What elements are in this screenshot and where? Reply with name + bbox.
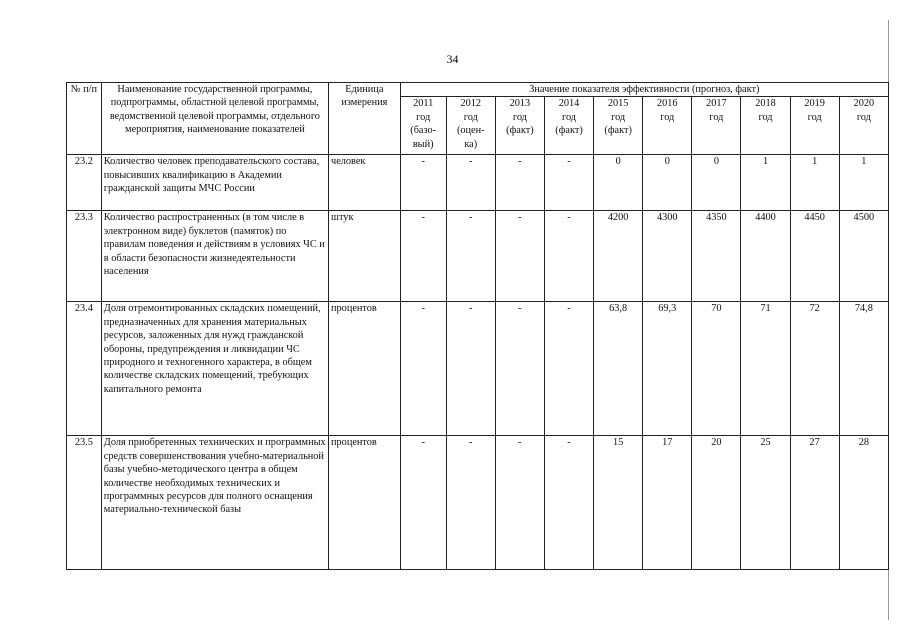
value-2014: - [544,211,593,302]
year-header-2013 [495,97,544,155]
year-label: 2011 [413,98,434,110]
value-2012: - [446,211,495,302]
year-header-2016 [643,97,692,155]
value-2019: 4450 [790,211,839,302]
row-number: 23.3 [67,211,102,302]
value-2020: 74,8 [839,302,888,436]
row-number: 23.2 [67,155,102,211]
value-2020: 28 [839,436,888,570]
year-header-2018 [741,97,790,155]
indicator-name: Доля отремонтированных складских помещений, предназначенных для хранения материальных ресурсов, заложенных для нужд гражданской обороны, предупреждения и ликвидации ЧС природного и техногенного характера, в общем количестве складских помещений, требующих капитального ремонта [101,302,328,436]
header-values-group: Значение показателя эффективности (прогноз, факт) [400,83,888,97]
value-2018: 1 [741,155,790,211]
value-2012: - [446,302,495,436]
value-2013: - [495,302,544,436]
value-2013: - [495,211,544,302]
value-2017: 4350 [692,211,741,302]
value-2019: 72 [790,302,839,436]
value-2016: 0 [643,155,692,211]
value-2019: 1 [790,155,839,211]
value-2012: - [446,155,495,211]
value-2016: 69,3 [643,302,692,436]
value-2016: 4300 [643,211,692,302]
year-label: 2019 [804,98,825,110]
year-header-2015 [594,97,643,155]
value-2016: 17 [643,436,692,570]
value-2014: - [544,436,593,570]
value-2020: 1 [839,155,888,211]
year-note: год (оцен- ка) [456,111,485,150]
value-2015: 0 [594,155,643,211]
year-header-2011 [400,97,446,155]
value-2017: 20 [692,436,741,570]
year-note: год (факт) [604,111,632,137]
unit-cell: процентов [329,302,401,436]
header-unit: Единица измерения [329,83,401,155]
header-num: № п/п [67,83,102,155]
table-row [67,436,889,570]
year-header-2014 [544,97,593,155]
value-2011: - [400,436,446,570]
table-row [67,302,889,436]
value-2015: 63,8 [594,302,643,436]
year-header-2017 [692,97,741,155]
year-note: год [660,111,675,123]
unit-cell: процентов [329,436,401,570]
year-note: год [709,111,724,123]
value-2012: - [446,436,495,570]
year-header-2019 [790,97,839,155]
year-label: 2020 [853,98,875,110]
value-2013: - [495,436,544,570]
table-row [67,155,889,211]
header-name: Наименование государственной программы, подпрограммы, областной целевой программы, ведомственной целевой программы, отдельного мероприятия, наименование показателей [101,83,328,155]
indicator-name: Доля приобретенных технических и программных средств совершенствования учебно-материальной базы учебно-методического центра в общем количестве необходимых технических и программных ресурсов для полного оснащения материально-технической базы [101,436,328,570]
page-number: 34 [446,52,459,66]
value-2014: - [544,302,593,436]
year-note: год [856,111,871,123]
year-note: год [758,111,773,123]
value-2017: 0 [692,155,741,211]
year-label: 2018 [755,98,776,110]
value-2020: 4500 [839,211,888,302]
value-2015: 15 [594,436,643,570]
year-label: 2016 [656,98,678,110]
year-label: 2012 [460,98,482,110]
year-note: год [807,111,822,123]
indicators-table [66,82,889,570]
year-label: 2014 [558,98,580,110]
value-2017: 70 [692,302,741,436]
value-2013: - [495,155,544,211]
value-2011: - [400,302,446,436]
row-number: 23.4 [67,302,102,436]
year-label: 2015 [607,98,629,110]
row-number: 23.5 [67,436,102,570]
value-2011: - [400,211,446,302]
value-2011: - [400,155,446,211]
unit-cell: штук [329,211,401,302]
header-row-top [67,83,889,97]
year-label: 2017 [706,98,727,110]
indicator-name: Количество распространенных (в том числе в электронном виде) буклетов (памяток) по правилам поведения и действиям в условиях ЧС и в области безопасности жизнедеятельности населения [101,211,328,302]
year-note: год (факт) [506,111,534,137]
year-label: 2013 [509,98,531,110]
year-note: год (факт) [555,111,583,137]
indicator-name: Количество человек преподавательского состава, повысивших квалификацию в Академии гражданской защиты МЧС России [101,155,328,211]
value-2015: 4200 [594,211,643,302]
value-2018: 4400 [741,211,790,302]
table-row [67,211,889,302]
value-2018: 71 [741,302,790,436]
year-header-2020 [839,97,888,155]
value-2019: 27 [790,436,839,570]
unit-cell: человек [329,155,401,211]
year-note: год (базо- вый) [410,111,437,150]
year-header-2012 [446,97,495,155]
value-2018: 25 [741,436,790,570]
value-2014: - [544,155,593,211]
